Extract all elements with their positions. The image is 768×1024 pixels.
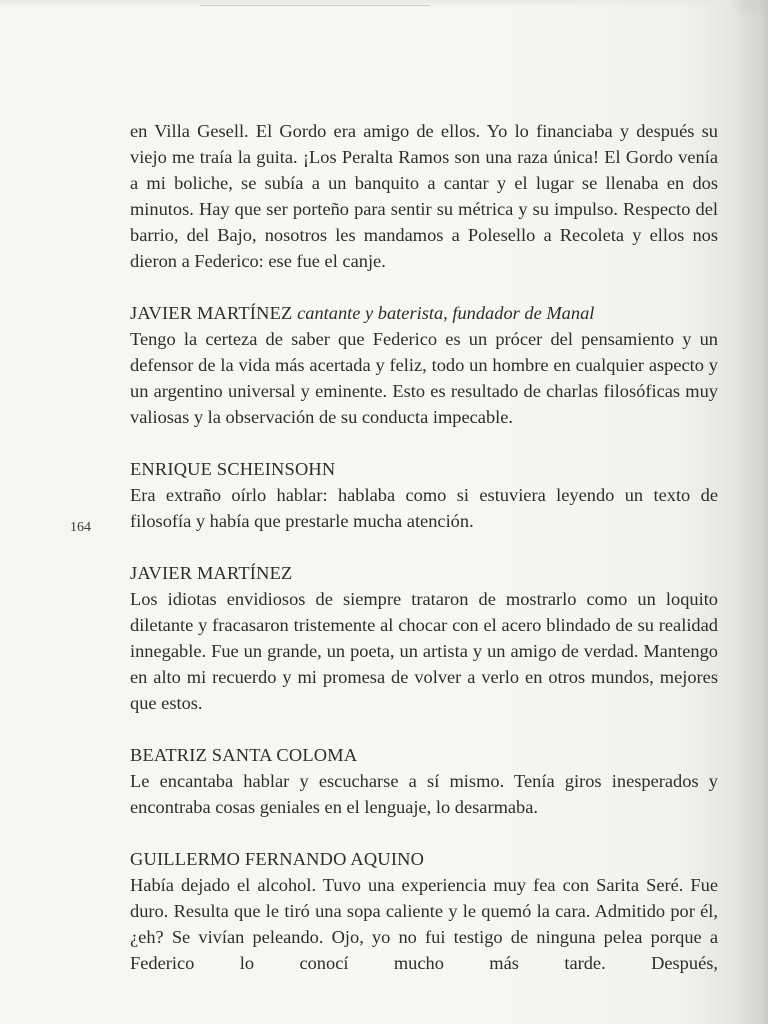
speaker-name: GUILLERMO FERNANDO AQUINO <box>130 849 425 869</box>
speaker-name: JAVIER MARTÍNEZ <box>130 303 293 323</box>
scan-artifact-line <box>200 5 430 6</box>
testimony-text: Los idiotas envidiosos de siempre trataron de mostrarlo como un loquito diletante y fracasaron tristemente al chocar con el acero blindado de su realidad innegable. Fue un grande, un poeta, un artista y un amigo de verdad. Mantengo en alto mi recuerdo y mi promesa de volver a verlo en otros mundos, mejores que estos. <box>130 589 718 713</box>
page-top-edge <box>0 0 768 8</box>
speaker-role: cantante y baterista, fundador de Manal <box>297 303 595 323</box>
testimony-text: Le encantaba hablar y escucharse a sí mismo. Tenía giros inesperados y encontraba cosas geniales en el lenguaje, lo desarmaba. <box>130 771 718 817</box>
speaker-name: ENRIQUE SCHEINSOHN <box>130 459 336 479</box>
testimony-entry <box>130 300 718 430</box>
testimony-text: Era extraño oírlo hablar: hablaba como si estuviera leyendo un texto de filosofía y había que prestarle mucha atención. <box>130 485 718 531</box>
intro-paragraph: en Villa Gesell. El Gordo era amigo de ellos. Yo lo financiaba y después su viejo me traía la guita. ¡Los Peralta Ramos son una raza única! El Gordo venía a mi boliche, se subía a un banquito a cantar y el lugar se llenaba en dos minutos. Hay que ser porteño para sentir su métrica y su impulso. Respecto del barrio, del Bajo, nosotros les mandamos a Polesello a Recoleta y ellos nos dieron a Federico: ese fue el canje. <box>130 121 718 271</box>
testimony-heading <box>130 846 718 872</box>
testimony-entry <box>130 456 718 534</box>
testimony-heading <box>130 742 718 768</box>
testimony-heading <box>130 560 718 586</box>
testimony-heading <box>130 456 718 482</box>
testimony-heading <box>130 300 718 326</box>
speaker-name: JAVIER MARTÍNEZ <box>130 563 293 583</box>
testimony-text: Tengo la certeza de saber que Federico es un prócer del pensamiento y un defensor de la vida más acertada y feliz, todo un hombre en cualquier aspecto y un argentino universal y eminente. Esto es resultado de charlas filosóficas muy valiosas y la observación de su conducta impecable. <box>130 329 718 427</box>
body-text <box>130 118 718 976</box>
testimony-entry <box>130 560 718 716</box>
page-edge-shadow <box>738 0 768 1024</box>
page-number: 164 <box>70 520 91 535</box>
testimony-entry <box>130 742 718 820</box>
speaker-name: BEATRIZ SANTA COLOMA <box>130 745 358 765</box>
testimony-entry <box>130 846 718 976</box>
testimony-text: Había dejado el alcohol. Tuvo una experiencia muy fea con Sarita Seré. Fue duro. Resulta que le tiró una sopa caliente y le quemó la cara. Admitido por él, ¿eh? Se vivían peleando. Ojo, yo no fui testigo de ninguna pelea porque a Federico lo conocí mucho más tarde. Después, <box>130 875 718 973</box>
